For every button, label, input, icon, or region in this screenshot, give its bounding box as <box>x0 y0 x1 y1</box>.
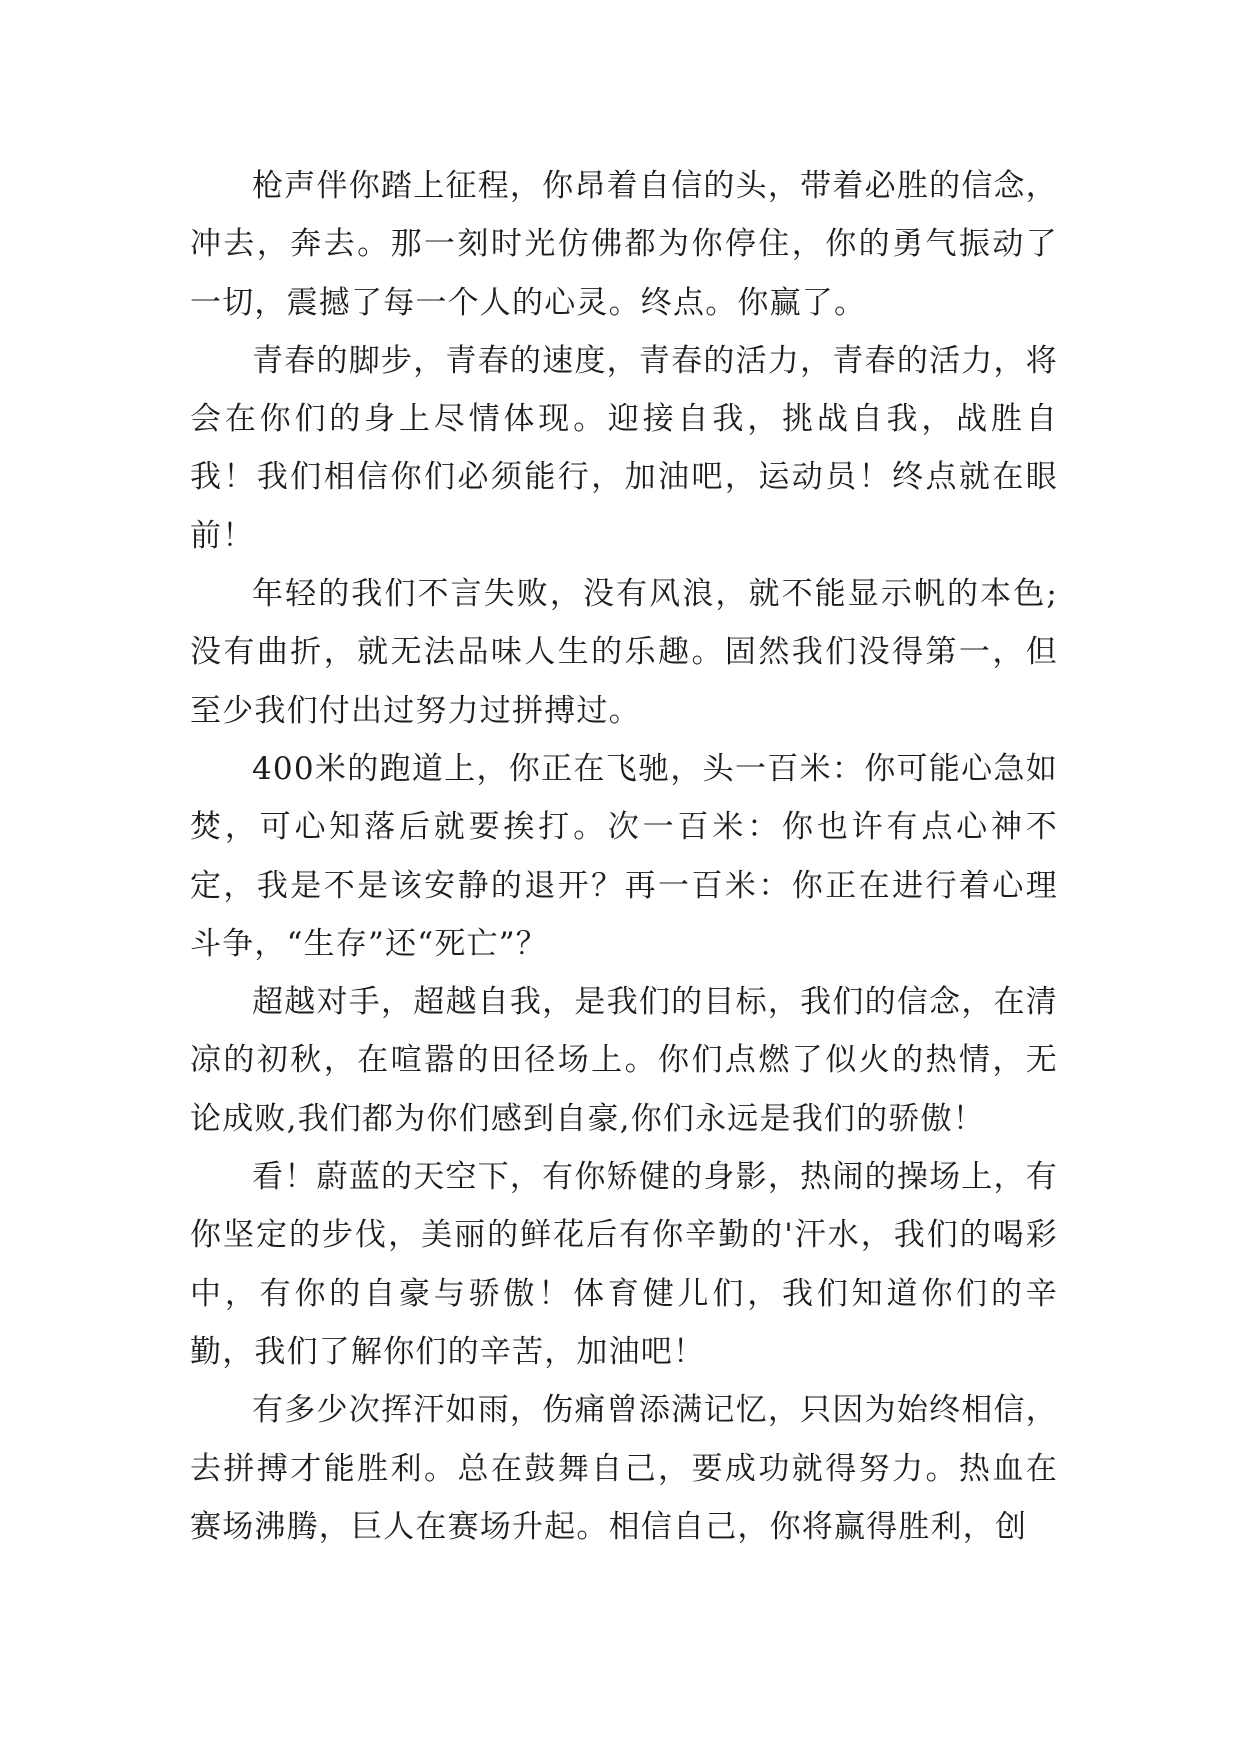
paragraph-starting-gun: 枪声伴你踏上征程，你昂着自信的头，带着必胜的信念，冲去，奔去。那一刻时光仿佛都为你停住，你的勇气振动了一切，震撼了每一个人的心灵。终点。你赢了。 <box>190 168 1058 321</box>
paragraph-never-say-fail: 年轻的我们不言失败，没有风浪，就不能显示帆的本色;没有曲折，就无法品味人生的乐趣。固然我们没得第一，但至少我们付出过努力过拼搏过。 <box>190 576 1058 729</box>
paragraph-sweat-like-rain: 有多少次挥汗如雨，伤痛曾添满记忆，只因为始终相信，去拼搏才能胜利。总在鼓舞自己，要成功就得努力。热血在赛场沸腾，巨人在赛场升起。相信自己，你将赢得胜利，创 <box>190 1392 1058 1545</box>
paragraph-youth-pace: 青春的脚步，青春的速度，青春的活力，青春的活力，将会在你们的身上尽情体现。迎接自我，挑战自我，战胜自我！我们相信你们必须能行，加油吧，运动员！终点就在眼前！ <box>190 342 1058 554</box>
paragraph-400m-track: 400米的跑道上，你正在飞驰，头一百米：你可能心急如焚，可心知落后就要挨打。次一百米：你也许有点心神不定，我是不是该安静的退开？再一百米：你正在进行着心理斗争，“生存”还“死亡”？ <box>190 750 1058 962</box>
paragraph-surpass-self: 超越对手，超越自我，是我们的目标，我们的信念，在清凉的初秋，在喧嚣的田径场上。你们点燃了似火的热情，无论成败,我们都为你们感到自豪,你们永远是我们的骄傲！ <box>190 984 1058 1137</box>
document-body <box>190 157 1058 1556</box>
paragraph-blue-sky: 看！蔚蓝的天空下，有你矫健的身影，热闹的操场上，有你坚定的步伐，美丽的鲜花后有你辛勤的'汗水，我们的喝彩中，有你的自豪与骄傲！体育健儿们，我们知道你们的辛勤，我们了解你们的辛苦，加油吧！ <box>190 1159 1058 1370</box>
